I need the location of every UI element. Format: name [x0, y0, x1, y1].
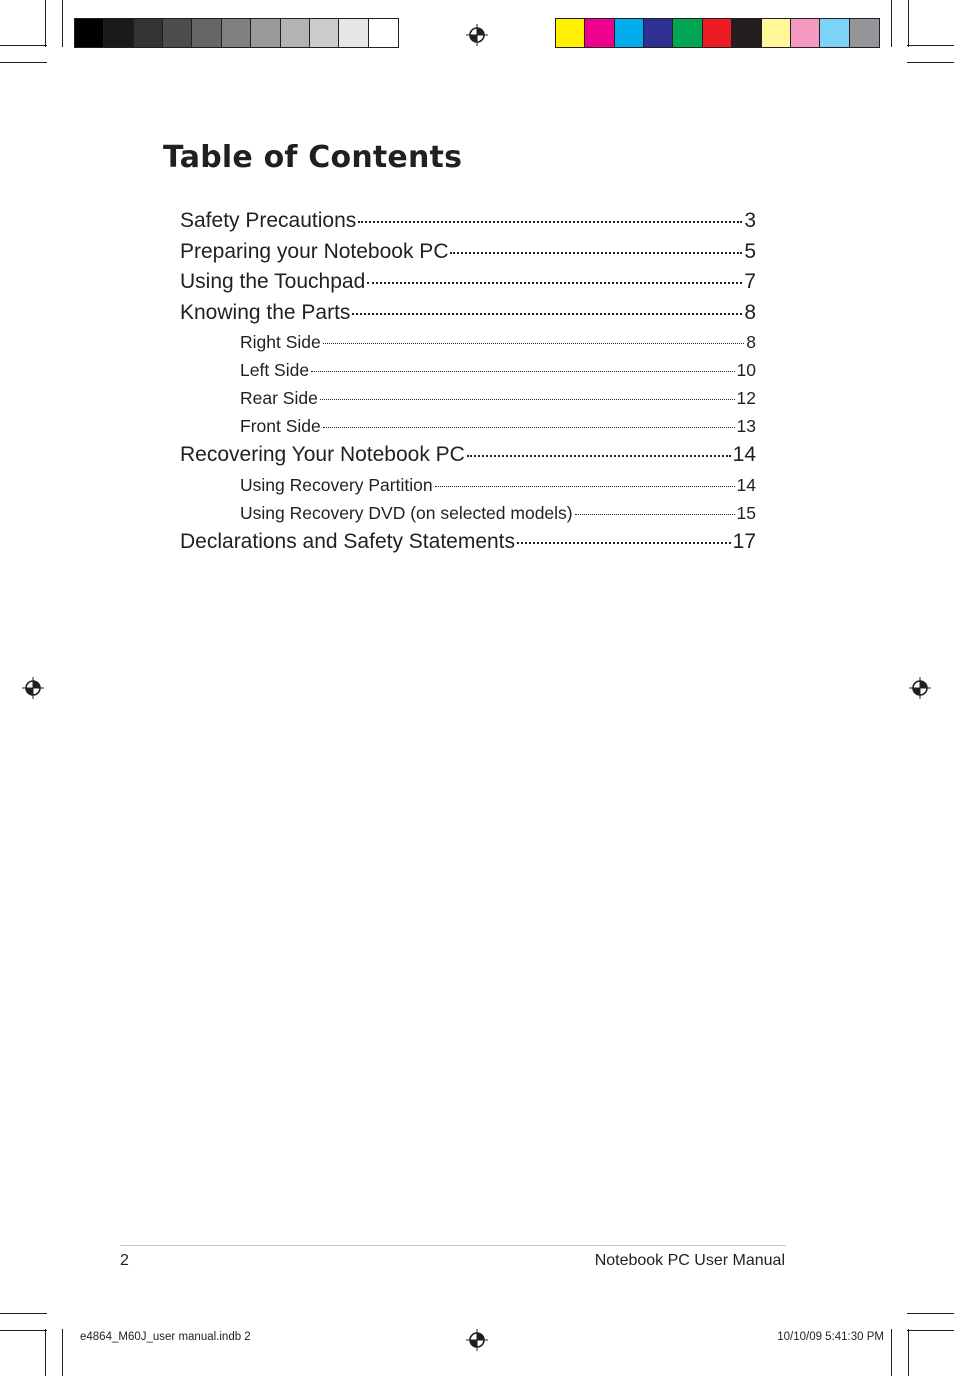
- toc-leader-dots: [320, 398, 735, 400]
- toc-leader-dots: [450, 251, 742, 254]
- color-swatch: [615, 19, 644, 47]
- toc-subentry[interactable]: [180, 328, 756, 356]
- toc-entry[interactable]: [180, 527, 756, 558]
- toc-entry[interactable]: [180, 206, 756, 237]
- color-swatch: [192, 19, 221, 47]
- toc-entry-label: Left Side: [240, 360, 310, 380]
- color-swatch: [703, 19, 732, 47]
- toc-entry-page: 14: [732, 443, 756, 466]
- color-swatch: [644, 19, 673, 47]
- toc-entry[interactable]: [180, 440, 756, 471]
- toc-leader-dots: [575, 513, 735, 515]
- registration-mark-icon: [22, 677, 44, 699]
- toc-subentry[interactable]: [180, 499, 756, 527]
- color-swatch: [732, 19, 761, 47]
- footer-page-number: 2: [120, 1252, 129, 1269]
- toc-subentry[interactable]: [180, 412, 756, 440]
- toc-entry-page: 8: [744, 300, 756, 324]
- toc-entry-label: Preparing your Notebook PC: [180, 239, 449, 263]
- toc-entry-label: Using the Touchpad: [180, 270, 366, 293]
- toc-entry-page: 5: [744, 239, 756, 263]
- toc-leader-dots: [358, 220, 742, 223]
- toc-leader-dots: [352, 312, 742, 315]
- toc-entry-page: 3: [744, 209, 756, 232]
- toc-entry-label: Right Side: [240, 332, 321, 352]
- toc-entry-page: 14: [736, 474, 756, 495]
- toc-entry-label: Knowing the Parts: [180, 300, 351, 324]
- toc-leader-dots: [311, 370, 734, 372]
- toc-entry-page: 7: [744, 270, 756, 293]
- toc-leader-dots: [367, 281, 742, 284]
- registration-mark-icon: [466, 1329, 488, 1351]
- toc-entry-label: Declarations and Safety Statements: [180, 529, 516, 553]
- footer-manual-title: Notebook PC User Manual: [594, 1252, 785, 1269]
- toc-entry-label: Using Recovery DVD (on selected models): [240, 502, 573, 523]
- toc-entry-label: Rear Side: [240, 388, 318, 408]
- color-swatch: [673, 19, 702, 47]
- toc-entry-page: 8: [746, 332, 756, 352]
- toc-leader-dots: [323, 426, 735, 428]
- toc-subentry[interactable]: [180, 384, 756, 412]
- toc-entry-page: 13: [736, 416, 756, 436]
- toc-entry-page: 15: [736, 502, 756, 523]
- color-swatch: [762, 19, 791, 47]
- color-swatch: [134, 19, 163, 47]
- toc-entry-page: 17: [732, 529, 756, 553]
- color-swatch: [369, 19, 398, 47]
- registration-mark-icon: [466, 24, 488, 46]
- print-slug-filename: e4864_M60J_user manual.indb 2: [80, 1331, 251, 1343]
- table-of-contents: [180, 206, 756, 557]
- toc-leader-dots: [467, 454, 731, 457]
- color-swatch: [310, 19, 339, 47]
- color-swatch: [251, 19, 280, 47]
- color-swatch: [820, 19, 849, 47]
- color-swatch: [850, 19, 879, 47]
- toc-entry-page: 12: [736, 388, 756, 408]
- toc-entry-label: Recovering Your Notebook PC: [180, 443, 465, 466]
- color-swatch: [75, 19, 104, 47]
- toc-entry-page: 10: [736, 360, 756, 380]
- toc-subentry[interactable]: [180, 471, 756, 499]
- color-swatch: [339, 19, 368, 47]
- grayscale-color-bar: [74, 18, 399, 48]
- toc-leader-dots: [517, 541, 731, 544]
- toc-leader-dots: [323, 342, 745, 344]
- color-swatch: [791, 19, 820, 47]
- footer-divider: [120, 1245, 786, 1246]
- page-title: Table of Contents: [163, 140, 463, 175]
- registration-mark-icon: [909, 677, 931, 699]
- color-swatch: [104, 19, 133, 47]
- toc-entry[interactable]: [180, 298, 756, 329]
- color-swatch: [281, 19, 310, 47]
- color-swatch: [585, 19, 614, 47]
- toc-subentry[interactable]: [180, 356, 756, 384]
- toc-entry-label: Using Recovery Partition: [240, 474, 433, 495]
- color-swatch: [163, 19, 192, 47]
- process-color-bar: [555, 18, 880, 48]
- toc-entry[interactable]: [180, 237, 756, 268]
- toc-leader-dots: [435, 485, 735, 487]
- toc-entry-label: Front Side: [240, 416, 321, 436]
- color-swatch: [222, 19, 251, 47]
- toc-entry[interactable]: [180, 267, 756, 298]
- toc-entry-label: Safety Precautions: [180, 209, 357, 232]
- color-swatch: [556, 19, 585, 47]
- print-slug-timestamp: 10/10/09 5:41:30 PM: [777, 1331, 884, 1343]
